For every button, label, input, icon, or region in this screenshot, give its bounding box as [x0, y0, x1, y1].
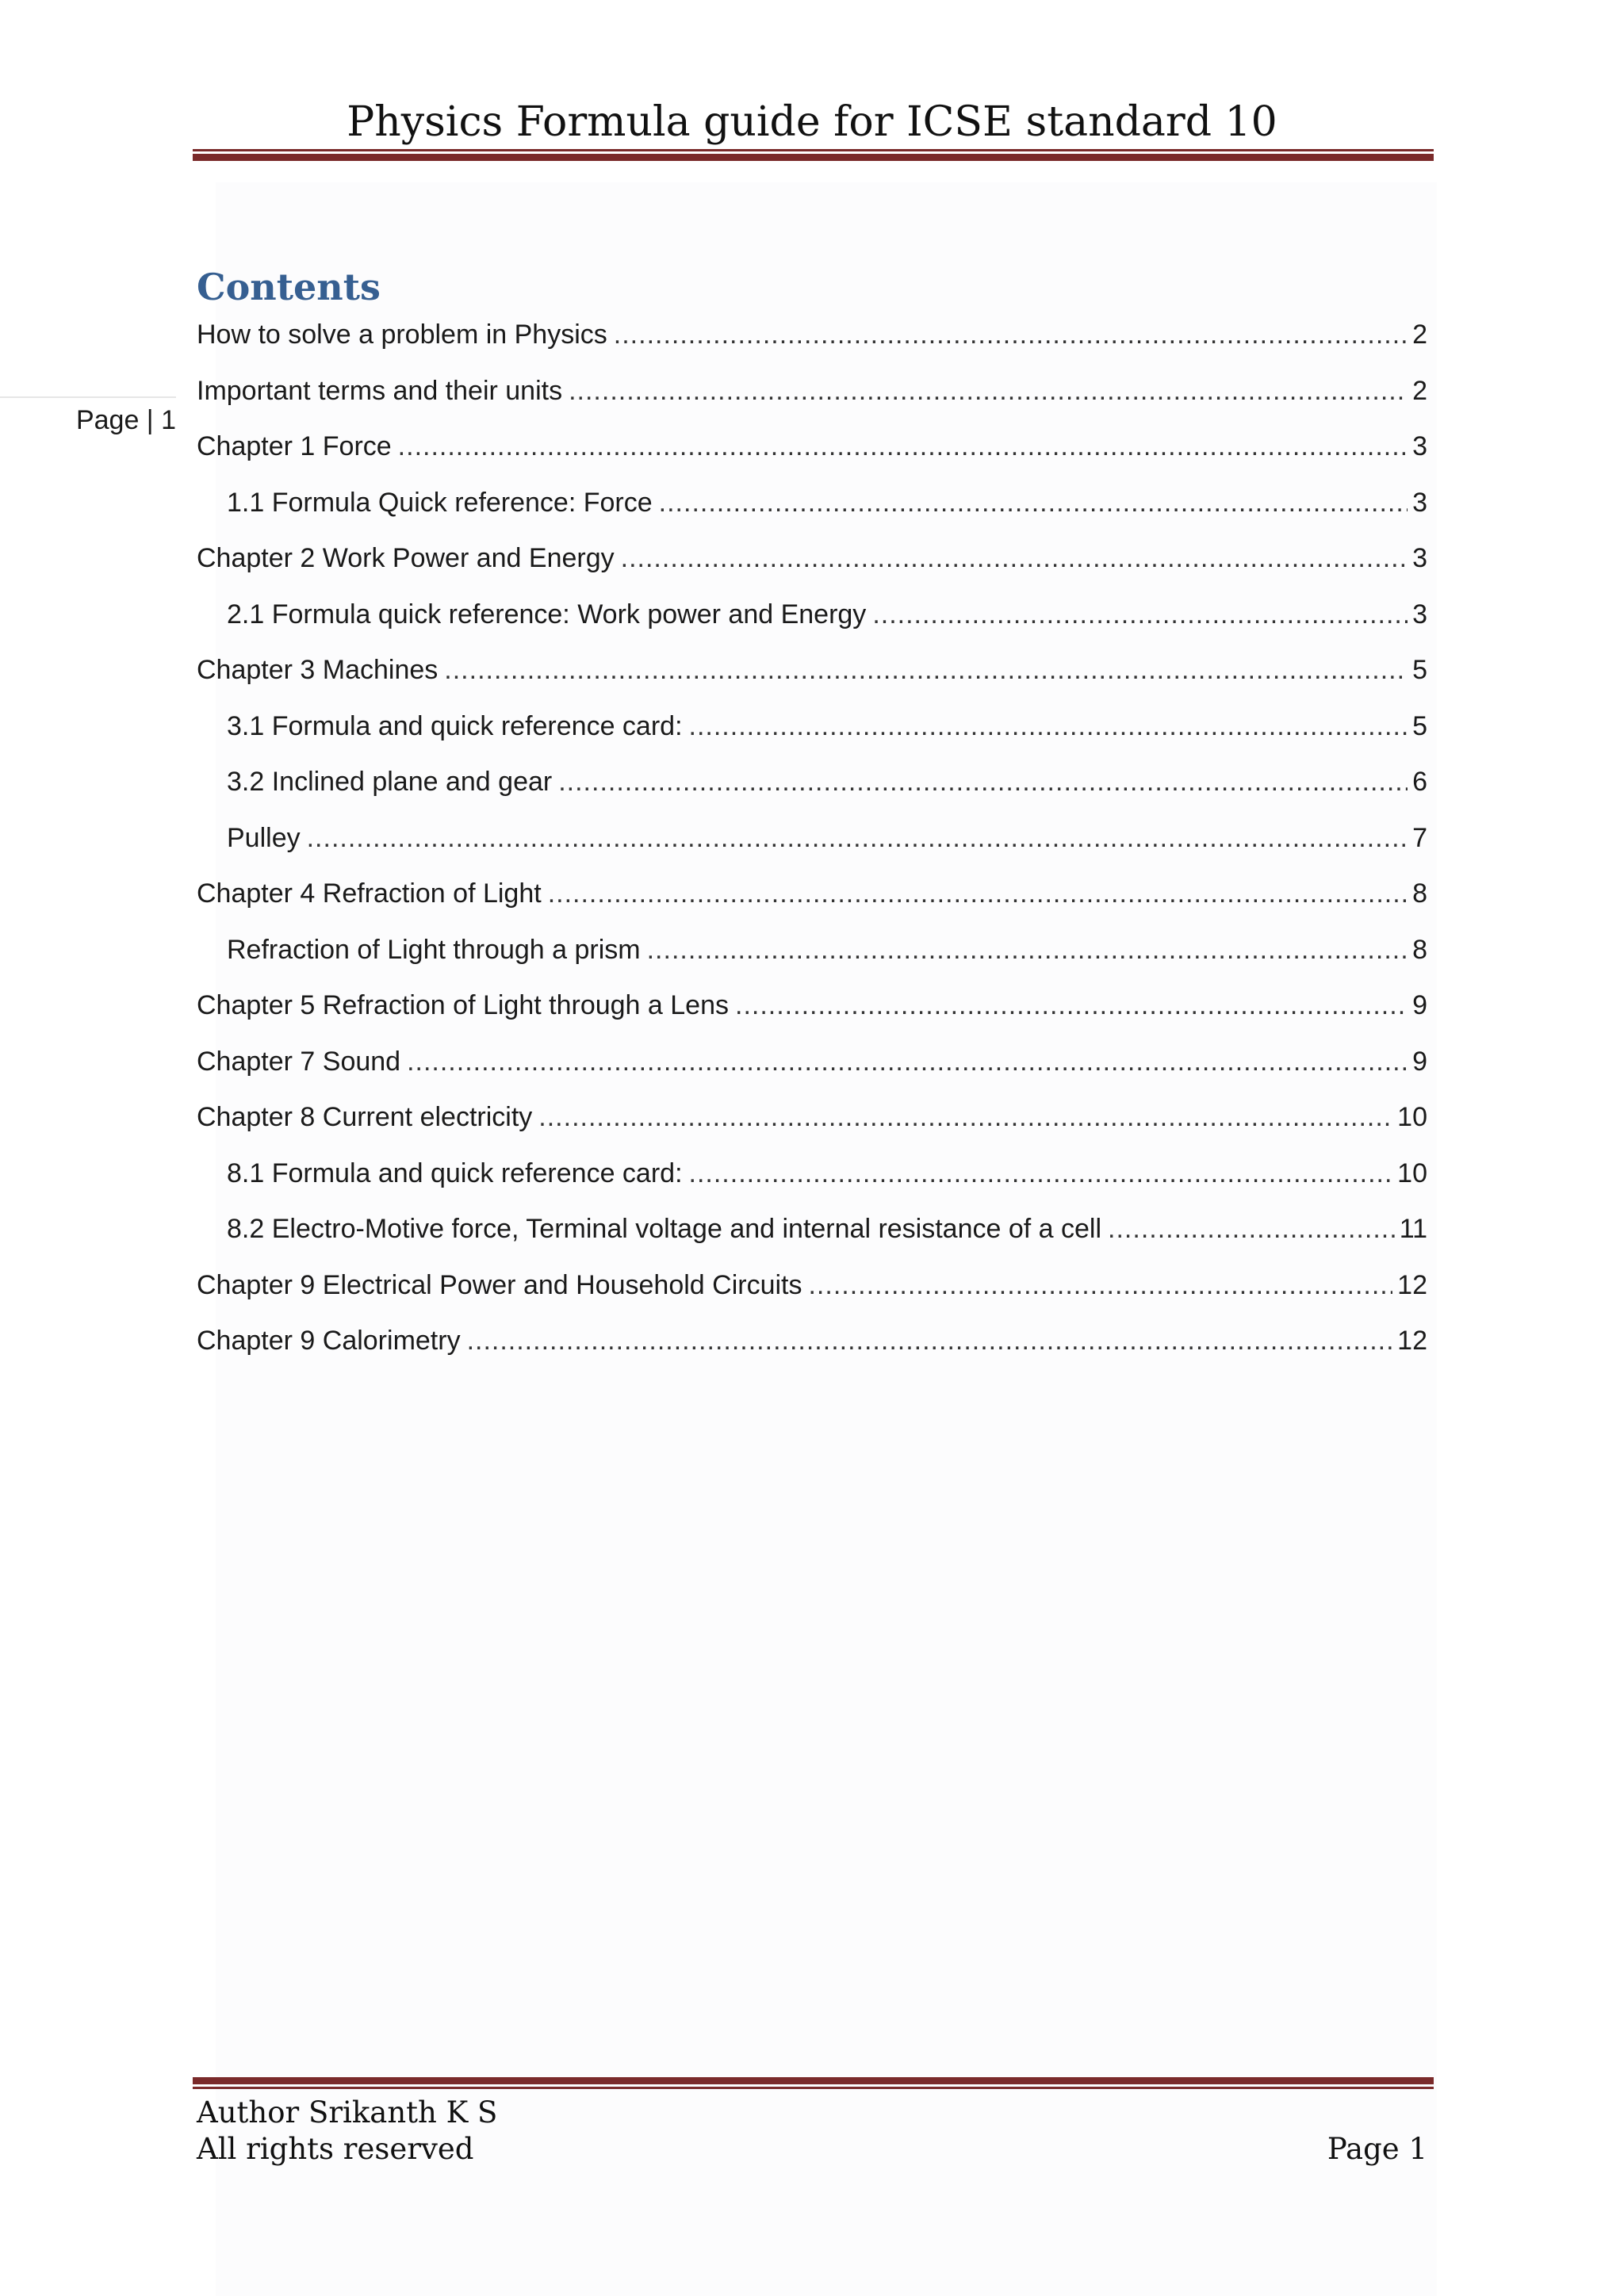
toc-dot-leader — [647, 931, 1408, 969]
toc-entry[interactable] — [197, 484, 1427, 540]
toc-entry-page-number[interactable]: 2 — [1412, 320, 1427, 350]
toc-entry[interactable] — [197, 874, 1427, 931]
toc-entry[interactable] — [197, 707, 1427, 763]
footer-rule — [193, 2077, 1434, 2089]
footer-page-number: Page 1 — [1327, 2132, 1427, 2166]
toc-dot-leader — [398, 427, 1408, 465]
toc-entry[interactable] — [197, 316, 1427, 372]
toc-entry[interactable] — [197, 819, 1427, 875]
toc-entry-title[interactable]: Chapter 8 Current electricity — [197, 1102, 533, 1132]
toc-entry[interactable] — [197, 651, 1427, 707]
toc-entry[interactable] — [197, 372, 1427, 428]
toc-dot-leader — [538, 1098, 1392, 1136]
toc-entry-page-number[interactable]: 3 — [1412, 543, 1427, 573]
toc-entry[interactable] — [197, 1043, 1427, 1099]
toc-entry-title[interactable]: 2.1 Formula quick reference: Work power and Energy — [227, 599, 867, 629]
toc-dot-leader — [548, 874, 1408, 913]
toc-entry-page-number[interactable]: 12 — [1397, 1269, 1427, 1300]
toc-entry-page-number[interactable]: 9 — [1412, 990, 1427, 1020]
toc-entry-page-number[interactable]: 8 — [1412, 878, 1427, 909]
footer-author: Author Srikanth K S — [197, 2095, 498, 2130]
toc-entry-title[interactable]: 1.1 Formula Quick reference: Force — [227, 487, 653, 518]
toc-dot-leader — [614, 316, 1408, 354]
toc-entry-title[interactable]: Chapter 4 Refraction of Light — [197, 878, 542, 909]
toc-entry-title[interactable]: Refraction of Light through a prism — [227, 934, 641, 965]
toc-entry-page-number[interactable]: 9 — [1412, 1046, 1427, 1077]
contents-heading: Contents — [197, 266, 381, 308]
toc-entry-page-number[interactable]: 6 — [1412, 767, 1427, 797]
toc-entry-title[interactable]: How to solve a problem in Physics — [197, 320, 607, 350]
toc-entry-title[interactable]: 8.1 Formula and quick reference card: — [227, 1158, 683, 1188]
toc-entry-page-number[interactable]: 3 — [1412, 487, 1427, 518]
toc-entry[interactable] — [197, 427, 1427, 484]
toc-dot-leader — [735, 986, 1408, 1024]
toc-dot-leader — [569, 372, 1408, 410]
toc-entry-page-number[interactable]: 10 — [1397, 1158, 1427, 1188]
toc-entry-page-number[interactable]: 2 — [1412, 375, 1427, 406]
toc-dot-leader — [808, 1266, 1392, 1304]
toc-entry-title[interactable]: Chapter 9 Calorimetry — [197, 1326, 461, 1356]
toc-entry-title[interactable]: Chapter 3 Machines — [197, 655, 439, 685]
toc-entry-title[interactable]: Chapter 1 Force — [197, 431, 392, 461]
toc-entry[interactable] — [197, 763, 1427, 819]
toc-dot-leader — [558, 763, 1408, 801]
toc-dot-leader — [1108, 1210, 1395, 1248]
toc-entry-title[interactable]: 3.2 Inclined plane and gear — [227, 767, 553, 797]
toc-entry-page-number[interactable]: 3 — [1412, 431, 1427, 461]
toc-dot-leader — [689, 1154, 1393, 1192]
toc-entry-page-number[interactable]: 8 — [1412, 934, 1427, 965]
table-of-contents — [197, 316, 1427, 1378]
toc-dot-leader — [621, 539, 1408, 577]
margin-divider — [0, 396, 176, 398]
toc-entry-title[interactable]: 8.2 Electro-Motive force, Terminal voltage and internal resistance of a cell — [227, 1214, 1102, 1244]
toc-entry-page-number[interactable]: 7 — [1412, 822, 1427, 853]
header-rule — [193, 149, 1434, 161]
toc-dot-leader — [872, 595, 1408, 633]
toc-dot-leader — [407, 1043, 1408, 1081]
toc-entry[interactable] — [197, 595, 1427, 652]
toc-dot-leader — [444, 651, 1408, 689]
toc-entry-page-number[interactable]: 11 — [1399, 1214, 1427, 1244]
margin-page-label: Page | 1 — [75, 405, 176, 435]
toc-entry-page-number[interactable]: 3 — [1412, 599, 1427, 629]
toc-entry[interactable] — [197, 1098, 1427, 1154]
toc-entry-title[interactable]: Pulley — [227, 822, 301, 853]
toc-entry-page-number[interactable]: 10 — [1397, 1102, 1427, 1132]
toc-entry-page-number[interactable]: 5 — [1412, 655, 1427, 685]
footer-rights: All rights reserved — [197, 2132, 474, 2166]
toc-entry-title[interactable]: Chapter 9 Electrical Power and Household Circuits — [197, 1269, 802, 1300]
toc-dot-leader — [689, 707, 1408, 745]
toc-entry-title[interactable]: Important terms and their units — [197, 375, 563, 406]
toc-entry[interactable] — [197, 986, 1427, 1043]
toc-entry[interactable] — [197, 1154, 1427, 1211]
toc-dot-leader — [307, 819, 1408, 857]
toc-dot-leader — [659, 484, 1408, 522]
toc-entry-title[interactable]: 3.1 Formula and quick reference card: — [227, 710, 683, 741]
toc-entry[interactable] — [197, 1322, 1427, 1378]
toc-entry-title[interactable]: Chapter 5 Refraction of Light through a Lens — [197, 990, 729, 1020]
toc-entry-title[interactable]: Chapter 2 Work Power and Energy — [197, 543, 615, 573]
toc-entry-page-number[interactable]: 5 — [1412, 710, 1427, 741]
toc-entry[interactable] — [197, 1210, 1427, 1266]
header-title: Physics Formula guide for ICSE standard 10 — [347, 98, 1277, 146]
toc-entry[interactable] — [197, 539, 1427, 595]
toc-entry[interactable] — [197, 931, 1427, 987]
toc-entry-title[interactable]: Chapter 7 Sound — [197, 1046, 401, 1077]
toc-entry-page-number[interactable]: 12 — [1397, 1326, 1427, 1356]
toc-dot-leader — [467, 1322, 1393, 1360]
toc-entry[interactable] — [197, 1266, 1427, 1322]
